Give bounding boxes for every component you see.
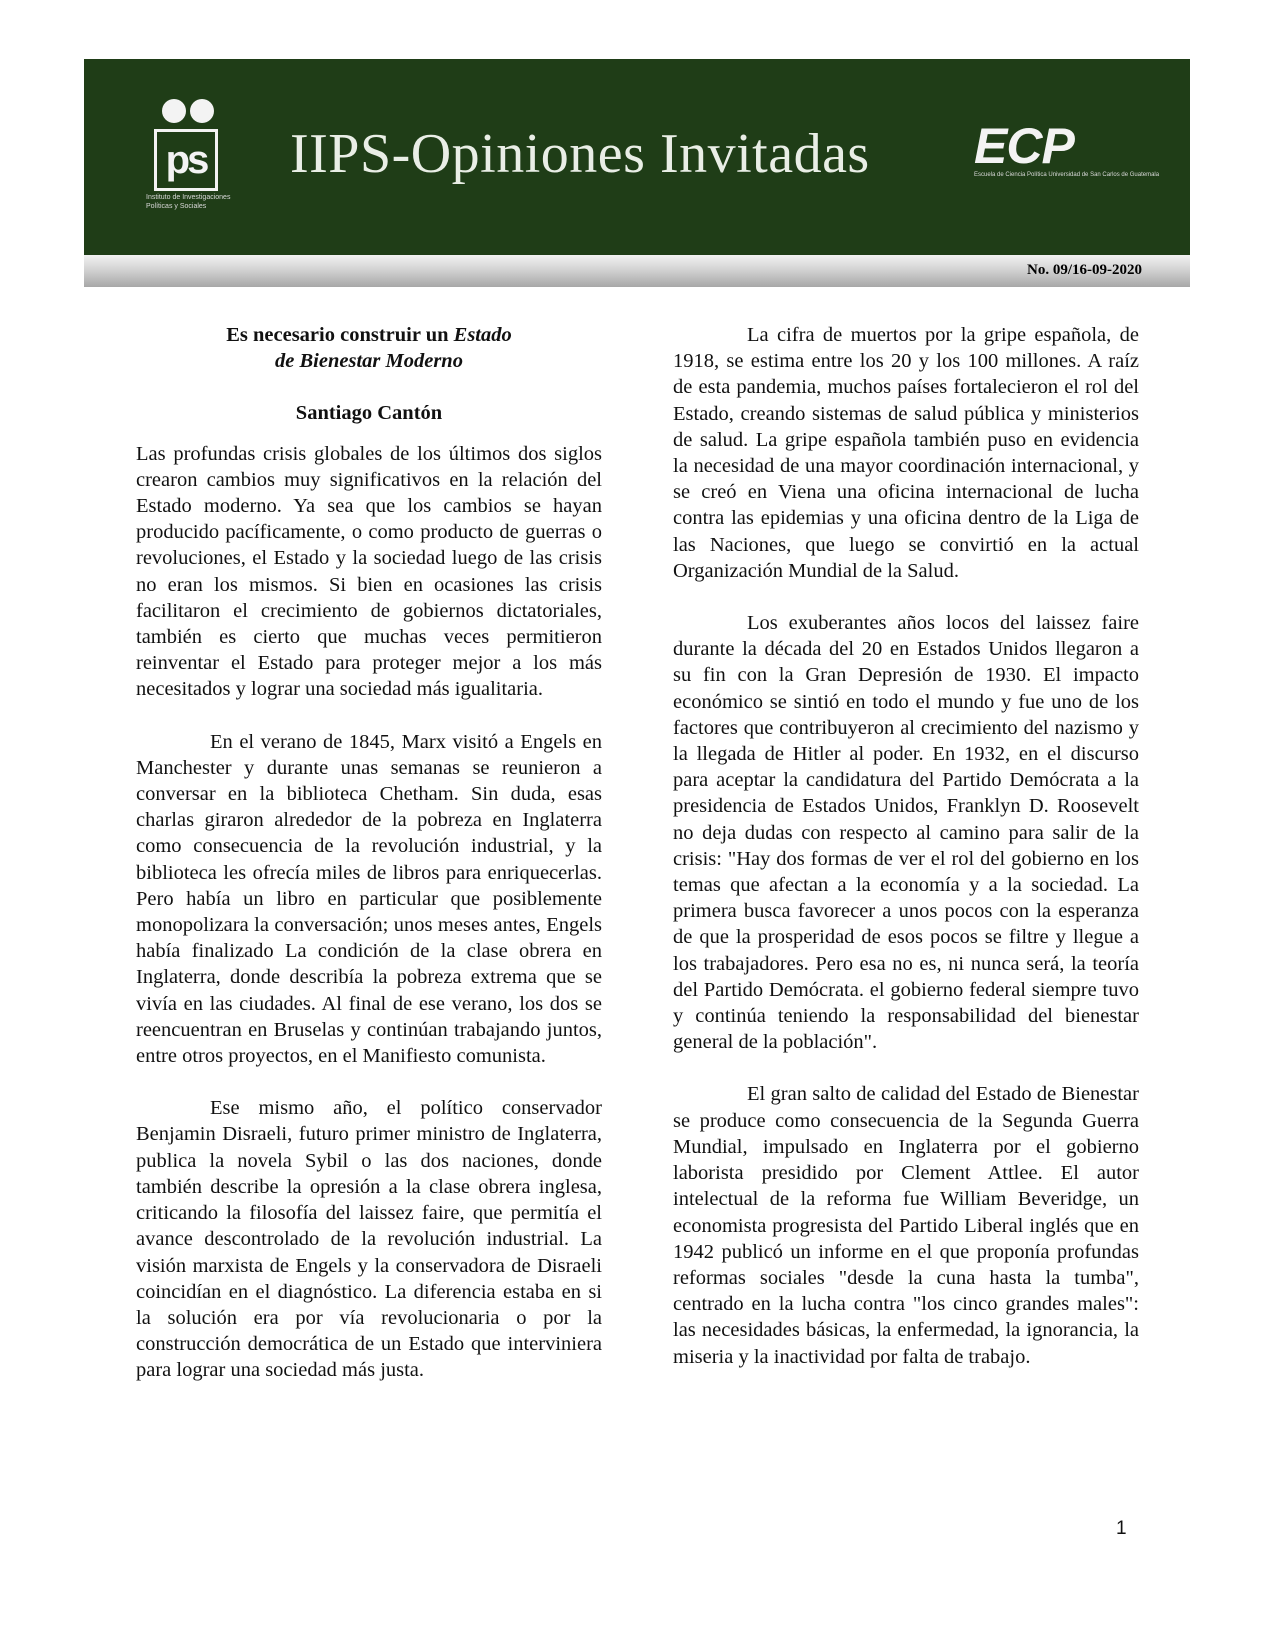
logo-letters: ps <box>154 129 218 191</box>
ecp-logo-caption: Escuela de Ciencia Política Universidad de San Carlos de Guatemala <box>974 172 1160 178</box>
publication-title: IIPS-Opiniones Invitadas <box>290 123 870 185</box>
issue-bar <box>84 255 1190 287</box>
ecp-logo-text: ECP <box>974 118 1074 174</box>
issue-number: No. 09/16-09-2020 <box>1027 262 1142 278</box>
header-banner <box>84 59 1190 255</box>
logo-dot-left <box>162 99 186 123</box>
paragraph: Los exuberantes años locos del laissez faire durante la década del 20 en Estados Unidos llegaron a su fin con la Gran Depresión de 1930. El impacto económico se sintió en todo el mundo y fue uno de los factores que contribuyeron al crecimiento del nazismo y la llegada de Hitler al poder. En 1932, en el discurso para aceptar la candidatura del Partido Demócrata a la presidencia de Estados Unidos, Franklyn D. Roosevelt no deja dudas con respecto al camino para salir de la crisis: "Hay dos formas de ver el rol del gobierno en los temas que afectan a la economía y a la sociedad. La primera busca favorecer a unos pocos con la esperanza de que la prosperidad de esos pocos se filtre y llegue a los trabajadores. Pero esa no es, ni nunca será, la teoría del Partido Demócrata. el gobierno federal siempre tuvo y continúa teniendo la responsabilidad del bienestar general de la población". <box>673 612 1139 1054</box>
page-number: 1 <box>1116 1518 1127 1539</box>
title-plain: Es necesario construir un <box>226 324 449 346</box>
iips-logo <box>146 99 234 219</box>
logo-dot-right <box>190 99 214 123</box>
paragraph: La cifra de muertos por la gripe española, de 1918, se estima entre los 20 y los 100 millones. A raíz de esta pandemia, muchos países fortalecieron el rol del Estado, creando sistemas de salud pública y ministerios de salud. La gripe española también puso en evidencia la necesidad de una mayor coordinación internacional, y se creó en Viena una oficina internacional de lucha contra las epidemias y una oficina dentro de la Liga de las Naciones, que luego se convirtió en la actual Organización Mundial de la Salud. <box>673 324 1139 582</box>
paragraph: El gran salto de calidad del Estado de Bienestar se produce como consecuencia de la Segunda Guerra Mundial, impulsado en Inglaterra por el gobierno laborista presidido por Clement Attlee. El autor intelectual de la reforma fue William Beveridge, un economista progresista del Partido Liberal inglés que en 1942 publicó un informe en el que proponía profundas reformas sociales "desde la cuna hasta la tumba", centrado en la lucha contra "los cinco grandes males": las necesidades básicas, la enfermedad, la ignorancia, la miseria y la inactividad por falta de trabajo. <box>673 1083 1139 1368</box>
title-italic-2: de Bienestar Moderno <box>275 350 463 373</box>
left-column <box>136 322 602 1410</box>
paragraph: En el verano de 1845, Marx visitó a Engels en Manchester y durante unas semanas se reunieron a conversar en la biblioteca Chetham. Sin duda, esas charlas giraron alrededor de la pobreza en Inglaterra como consecuencia de la revolución industrial, y la biblioteca les ofrecía miles de libros para enriquecerlas. Pero había un libro en particular que posiblemente monopolizara la conversación; unos meses antes, Engels había finalizado La condición de la clase obrera en Inglaterra, donde describía la pobreza extrema que se vivía en las ciudades. Al final de ese verano, los dos se reencuentran en Bruselas y continúan trabajando juntos, entre otros proyectos, en el Manifiesto comunista. <box>136 730 602 1068</box>
paragraph: Las profundas crisis globales de los últimos dos siglos crearon cambios muy significativos en la relación del Estado moderno. Ya sea que los cambios se hayan producido pacíficamente, o como producto de guerras o revoluciones, el Estado y la sociedad luego de las crisis no eran los mismos. Si bien en ocasiones las crisis facilitaron el crecimiento de gobiernos dictatoriales, también es cierto que muchas veces permitieron reinventar el Estado para proteger mejor a los más necesitados y lograr una sociedad más igualitaria. <box>136 442 602 701</box>
paragraph: Ese mismo año, el político conservador Benjamin Disraeli, futuro primer ministro de Inglaterra, publica la novela Sybil o las dos naciones, donde también describe la opresión a la clase obrera inglesa, criticando la filosofía del laissez faire, que permitía el avance descontrolado de la revolución industrial. La visión marxista de Engels y la conservadora de Disraeli coincidían en el diagnóstico. La diferencia estaba en si la solución era por vía revolucionaria o por la construcción democrática de un Estado que interviniera para lograr una sociedad más justa. <box>136 1097 602 1382</box>
logo-caption: Instituto de Investigaciones Políticas y Sociales <box>146 194 231 210</box>
title-italic-1: Estado <box>453 324 512 346</box>
article-author: Santiago Cantón <box>295 402 443 425</box>
article-title <box>136 322 602 374</box>
ecp-logo <box>974 118 1160 191</box>
right-column <box>673 322 1139 1396</box>
